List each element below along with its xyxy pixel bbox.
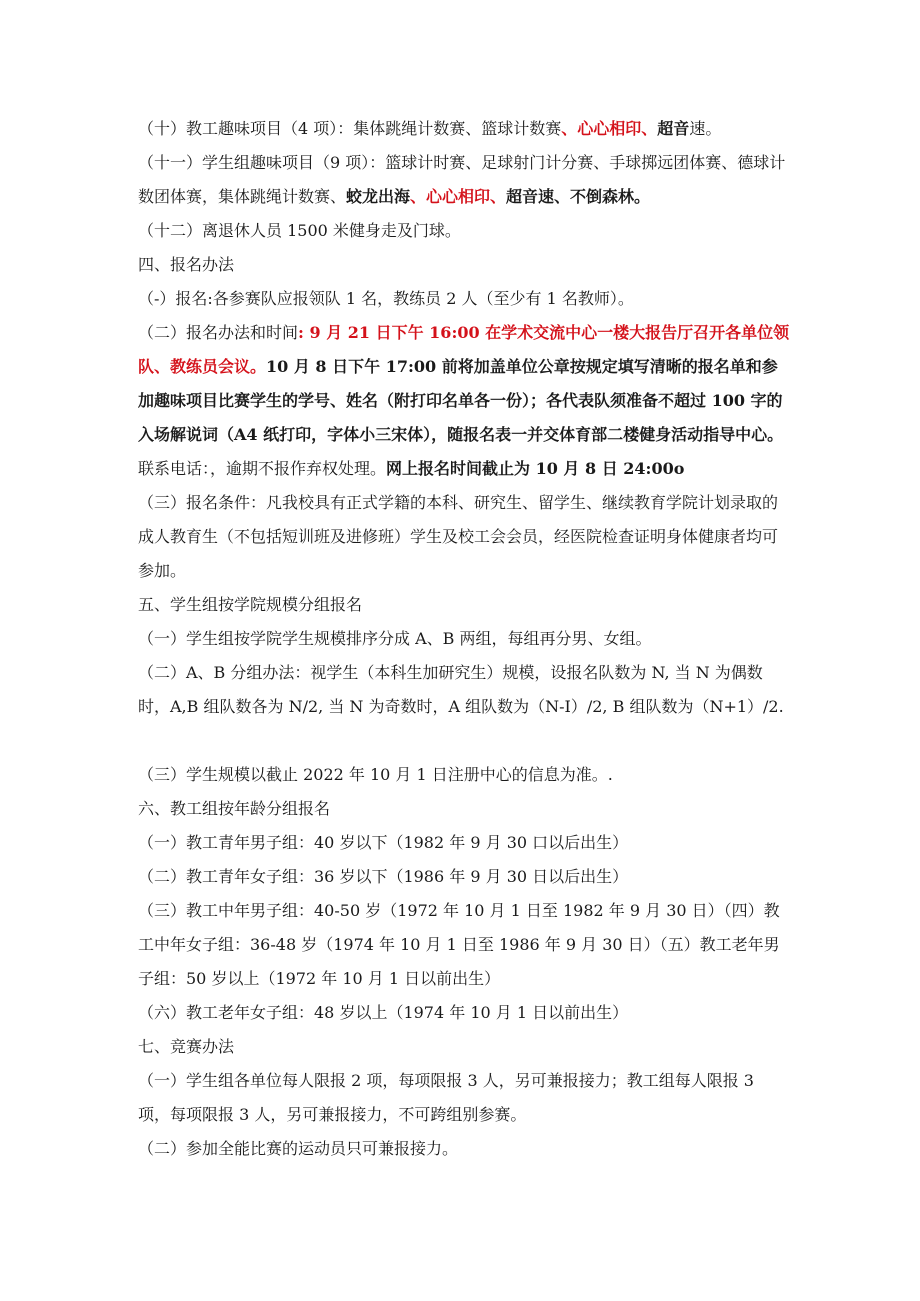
grouping-item-1: [138, 622, 790, 656]
text-run: （二）报名办法和时间: [138, 323, 299, 342]
age-group-item-2: [138, 860, 790, 894]
text-run: 、心心相印、: [410, 187, 507, 206]
text-run: （十）教工趣味项目（4 项）：集体跳绳计数赛、篮球计数赛: [138, 119, 562, 138]
text-run: （三）教工中年男子组：40-50 岁（1972 年 10 月 1 日至 1982 年 9 月 30 日）（四）教工中年女子组：36-48 岁（1974 年 10 月 1 日至 1986 年 9 月 30 日）（五）教工老年男子组：50 岁以上（1972 年 10 月 1 日以前出生）: [138, 901, 780, 988]
grouping-item-2: [138, 656, 790, 724]
age-group-item-3-5: [138, 894, 790, 996]
text-run: （六）教工老年女子组：48 岁以上（1974 年 10 月 1 日以前出生）: [138, 1003, 629, 1022]
text-run: （二）A、B 分组办法：视学生（本科生加研究生）规模，设报名队数为 N, 当 N 为偶数时，A,B 组队数各为 N/2, 当 N 为奇数时，A 组队数为（N-I）/2, B 组队数为（N+1）/2.: [138, 663, 784, 716]
section-6-heading: [138, 792, 790, 826]
grouping-item-3: [138, 758, 790, 792]
text-run: 、心心相印、: [561, 119, 658, 138]
text-run: 联系电话：，逾期不报作弃权处理。: [138, 459, 387, 478]
item-11-student-fun-events: [138, 146, 790, 214]
text-run: 五、学生组按学院规模分组报名: [138, 595, 363, 614]
item-10-staff-fun-events: [138, 112, 790, 146]
age-group-item-6: [138, 996, 790, 1030]
text-run: （二）参加全能比赛的运动员只可兼报接力。: [138, 1139, 459, 1158]
text-run: 六、教工组按年龄分组报名: [138, 799, 331, 818]
section-4-heading: [138, 248, 790, 282]
text-run: 超音: [657, 119, 690, 138]
competition-item-2: [138, 1132, 790, 1166]
text-run: （一）教工青年男子组：40 岁以下（1982 年 9 月 30 口以后出生）: [138, 833, 629, 852]
text-run: 四、报名办法: [138, 255, 235, 274]
text-run: 10 月 8 日下午 17:00 前将加盖单位公章按规定填写清晰的报名单和参加趣味项目比赛学生的学号、姓名（附打印名单各一份）；各代表队须准备不超过 100 字的入场解说词（A4 纸打印，字体小三宋体），随报名表一并交体育部二楼健身活动指导中心。: [138, 357, 784, 444]
text-run: （二）教工青年女子组：36 岁以下（1986 年 9 月 30 日以后出生）: [138, 867, 629, 886]
text-run: 七、竞赛办法: [138, 1037, 235, 1056]
section-7-heading: [138, 1030, 790, 1064]
text-run: （三）报名条件：凡我校具有正式学籍的本科、研究生、留学生、继续教育学院计划录取的成人教育生（不包括短训班及进修班）学生及校工会会员，经医院检查证明身体健康者均可参加。: [138, 493, 779, 580]
text-run: （-）报名:各参赛队应报领队 1 名，教练员 2 人（至少有 1 名教师）。: [138, 289, 634, 308]
text-run: 超音速、不倒森林。: [506, 187, 651, 206]
text-run: : 9 月 21 日下午 16:00 在学术交流中心一楼大报告厅召开各单位领队、教练员会议。: [138, 323, 790, 376]
text-run: 速。: [689, 119, 722, 138]
registration-item-3: [138, 486, 790, 588]
competition-item-1: [138, 1064, 790, 1132]
age-group-item-1: [138, 826, 790, 860]
text-run: 网上报名时间截止为 10 月 8 日 24:00o: [386, 459, 685, 478]
text-run: （三）学生规模以截止 2022 年 10 月 1 日注册中心的信息为准。.: [138, 765, 613, 784]
section-5-heading: [138, 588, 790, 622]
registration-item-2: [138, 316, 790, 486]
text-run: （一）学生组按学院学生规模排序分成 A、B 两组，每组再分男、女组。: [138, 629, 652, 648]
text-run: （十二）离退休人员 1500 米健身走及门球。: [138, 221, 461, 240]
registration-item-1: [138, 282, 790, 316]
text-run: 蛟龙出海: [346, 187, 411, 206]
text-run: （十一）学生组趣味项目（9 项）：篮球计时赛、足球射门计分赛、手球掷远团体赛、德球计数团体赛，集体跳绳计数赛、: [138, 153, 786, 206]
text-run: （一）学生组各单位每人限报 2 项，每项限报 3 人，另可兼报接力；教工组每人限报 3 项，每项限报 3 人，另可兼报接力，不可跨组别参赛。: [138, 1071, 754, 1124]
item-12-retiree-events: [138, 214, 790, 248]
